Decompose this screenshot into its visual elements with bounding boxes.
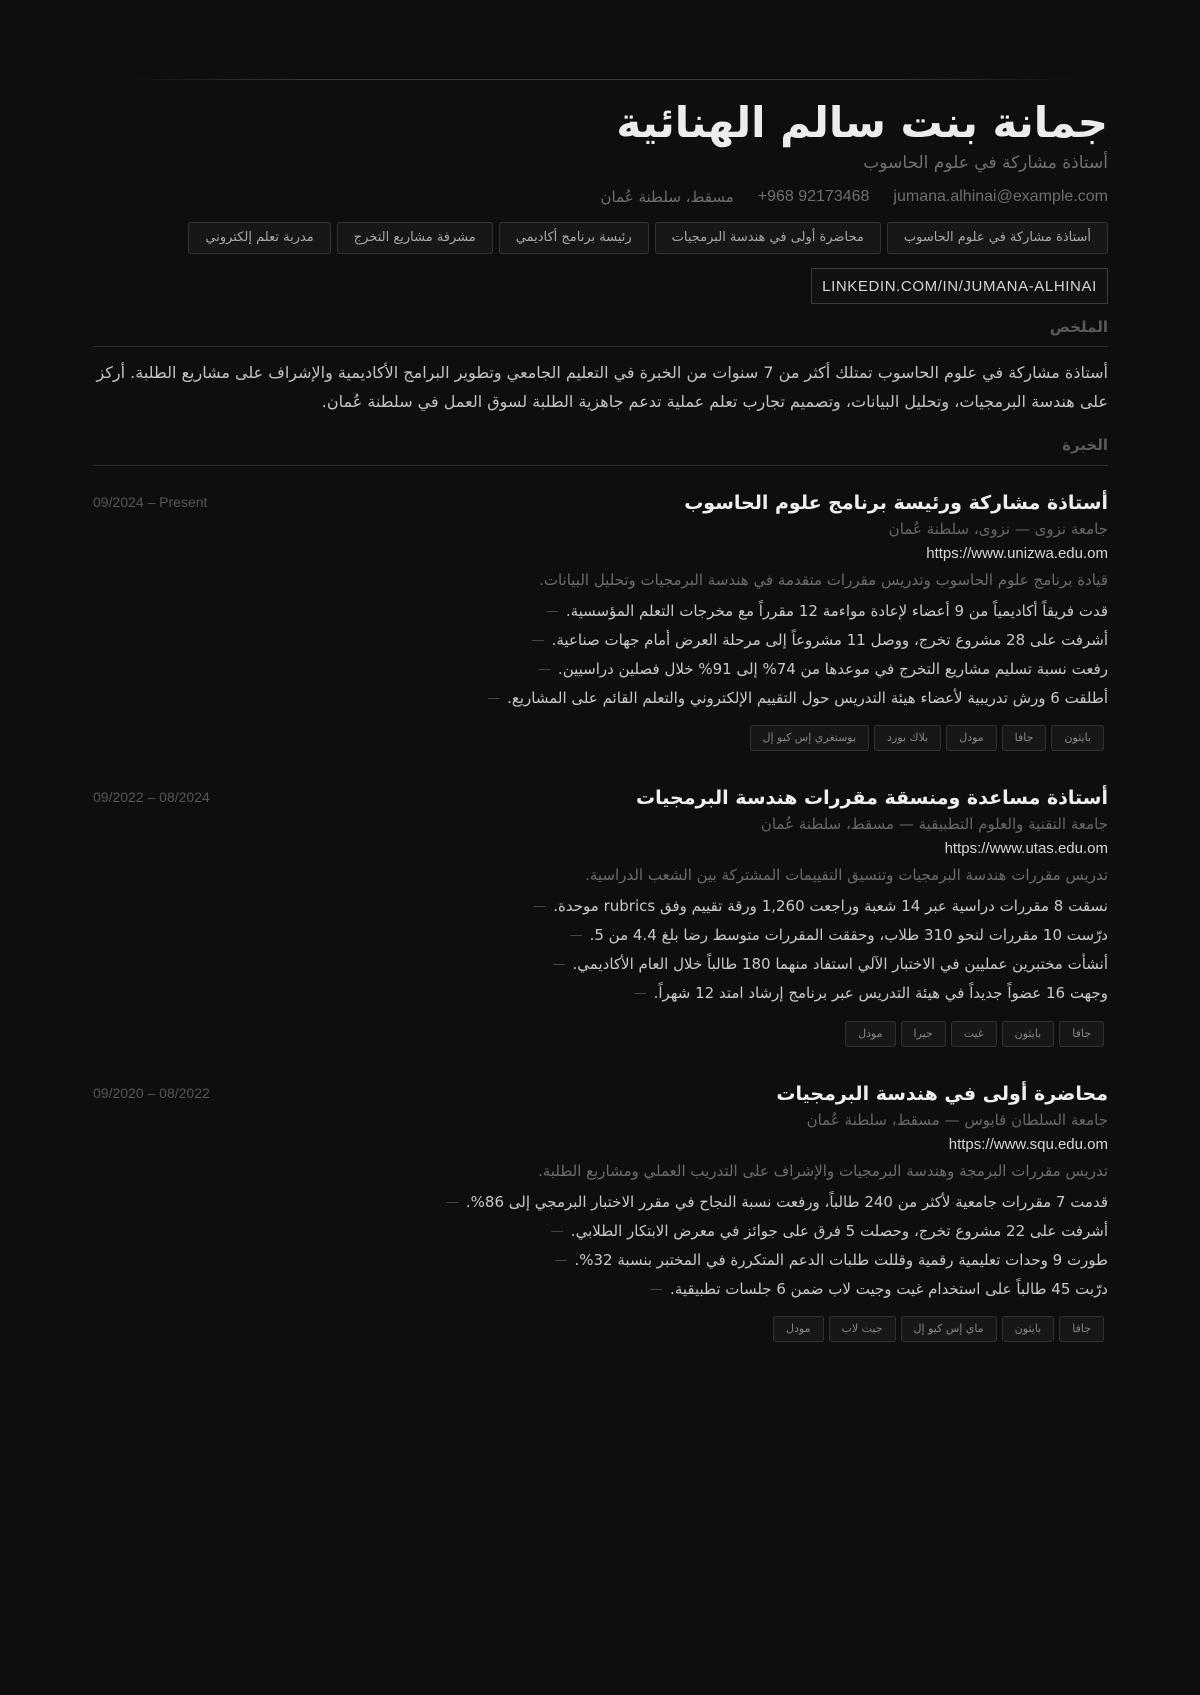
- bullet-dash-icon: —: [550, 1224, 564, 1239]
- skill-tag: مودل: [946, 725, 996, 751]
- bullet-item: [487, 684, 1108, 713]
- skill-tags: [750, 725, 1104, 751]
- bullet-item: [445, 1188, 1108, 1217]
- skill-tag: بايثون: [1002, 1021, 1055, 1047]
- bullet-text: قدت فريقاً أكاديمياً من 9 أعضاء لإعادة مواءمة 12 مقرراً مع مخرجات التعلم المؤسسية.: [565, 602, 1108, 620]
- bullet-text: درّست 10 مقررات لنحو 310 طلاب، وحققت المقررات متوسط رضا بلغ 4.4 من 5.: [589, 926, 1108, 944]
- skill-tag: بوستغري إس كيو إل: [750, 725, 870, 751]
- bullet-item: [550, 1217, 1108, 1246]
- linkedin-link[interactable]: LINKEDIN.COM/IN/JUMANA-ALHINAI: [811, 268, 1108, 304]
- skill-tag: جافا: [1002, 725, 1047, 751]
- job-title: محاضرة أولى في هندسة البرمجيات: [776, 1083, 1108, 1105]
- bullet-item: [537, 655, 1108, 684]
- bullet-dash-icon: —: [552, 957, 566, 972]
- phone-number: +968 92173468: [757, 188, 870, 205]
- contact-info: [601, 186, 1109, 208]
- skill-tag: مودل: [773, 1316, 823, 1342]
- skill-tag: جافا: [1059, 1021, 1104, 1047]
- bullet-text: أشرفت على 22 مشروع تخرج، وحصلت 5 فرق على جوائز في معرض الابتكار الطلابي.: [570, 1222, 1108, 1240]
- bullet-text: أشرفت على 28 مشروع تخرج، ووصل 11 مشروعاً إلى مرحلة العرض أمام جهات صناعية.: [551, 631, 1108, 649]
- role-chip: مدربة تعلم إلكتروني: [188, 222, 330, 254]
- bullet-text: أطلقت 6 ورش تدريبية لأعضاء هيئة التدريس حول التقييم الإلكتروني والتعلم القائم على المشاريع.: [507, 689, 1108, 707]
- bullet-text: أنشأت مختبرين عمليين في الاختبار الآلي استفاد منهما 180 طالباً خلال العام الأكاديمي.: [572, 955, 1108, 973]
- bullet-item: [633, 979, 1108, 1008]
- job-url-link[interactable]: https://www.squ.edu.om: [948, 1136, 1108, 1153]
- bullet-item: [554, 1246, 1108, 1275]
- skill-tag: غيت: [951, 1021, 997, 1047]
- skill-tag: بايثون: [1051, 725, 1104, 751]
- job-title: أستاذة مشاركة ورئيسة برنامج علوم الحاسوب: [684, 492, 1108, 514]
- summary-line: أستاذة مشاركة في علوم الحاسوب تمتلك أكثر من 7 سنوات من الخبرة في التعليم الجامعي وتطوير البرامج الأكاديمية والإشراف على مشاريع الطلبة. أركز: [96, 363, 1108, 382]
- job-organization: جامعة السلطان قابوس — مسقط، سلطنة عُمان: [806, 1111, 1108, 1129]
- bullet-text: درّبت 45 طالباً على استخدام غيت وجيت لاب ضمن 6 جلسات تطبيقية.: [670, 1280, 1108, 1298]
- job-url-link[interactable]: https://www.unizwa.edu.om: [926, 545, 1108, 562]
- bullet-dash-icon: —: [445, 1195, 459, 1210]
- role-chip: محاضرة أولى في هندسة البرمجيات: [655, 222, 881, 254]
- job-organization: جامعة نزوى — نزوى، سلطنة عُمان: [888, 520, 1108, 538]
- summary-heading: الملخص: [1049, 318, 1108, 336]
- bullet-dash-icon: —: [537, 662, 551, 677]
- job-description: قيادة برنامج علوم الحاسوب وتدريس مقررات متقدمة في هندسة البرمجيات وتحليل البيانات.: [539, 571, 1108, 589]
- location: مسقط، سلطنة عُمان: [600, 188, 734, 206]
- bullet-item: [545, 597, 1108, 626]
- role-chips: [188, 222, 1108, 254]
- bullet-text: رفعت نسبة تسليم مشاريع التخرج في موعدها من 74% إلى 91% خلال فصلين دراسيين.: [557, 660, 1108, 678]
- email-link[interactable]: jumana.alhinai@example.com: [893, 188, 1108, 205]
- bullet-dash-icon: —: [533, 899, 547, 914]
- skill-tag: بلاك بورد: [874, 725, 941, 751]
- bullet-text: وجهت 16 عضواً جديداً في هيئة التدريس عبر برنامج إرشاد امتد 12 شهراً.: [653, 984, 1108, 1002]
- bullet-dash-icon: —: [554, 1253, 568, 1268]
- bullet-item: [533, 892, 1108, 921]
- section-divider: [93, 346, 1108, 347]
- job-dates: 09/2022 – 08/2024: [93, 789, 210, 805]
- skill-tags: [845, 1021, 1104, 1047]
- bullet-dash-icon: —: [545, 604, 559, 619]
- skill-tag: ماي إس كيو إل: [901, 1316, 997, 1342]
- skill-tag: جيت لاب: [829, 1316, 896, 1342]
- bullet-text: طورت 9 وحدات تعليمية رقمية وقللت طلبات الدعم المتكررة في المختبر بنسبة 32%.: [574, 1251, 1108, 1269]
- job-description: تدريس مقررات البرمجة وهندسة البرمجيات والإشراف على التدريب العملي ومشاريع الطلبة.: [538, 1162, 1108, 1180]
- bullet-dash-icon: —: [569, 928, 583, 943]
- role-chip: أستاذة مشاركة في علوم الحاسوب: [887, 222, 1108, 254]
- person-name: جمانة بنت سالم الهنائية: [616, 98, 1108, 147]
- job-dates: 09/2024 – Present: [93, 494, 208, 510]
- header-divider: [120, 79, 1080, 80]
- bullet-text: نسقت 8 مقررات دراسية عبر 14 شعبة وراجعت 1,260 ورقة تقييم وفق rubrics موحدة.: [553, 897, 1108, 915]
- bullet-dash-icon: —: [531, 633, 545, 648]
- skill-tag: بايثون: [1002, 1316, 1055, 1342]
- bullet-dash-icon: —: [650, 1282, 664, 1297]
- summary-text: [93, 358, 1108, 416]
- job-dates: 09/2020 – 08/2022: [93, 1085, 210, 1101]
- role-chip: رئيسة برنامج أكاديمي: [499, 222, 649, 254]
- job-description: تدريس مقررات هندسة البرمجيات وتنسيق التقييمات المشتركة بين الشعب الدراسية.: [585, 866, 1108, 884]
- job-url-link[interactable]: https://www.utas.edu.om: [944, 840, 1108, 857]
- bullet-item: [569, 921, 1108, 950]
- summary-line: على هندسة البرمجيات، وتحليل البيانات، وتصميم تجارب تعلم عملية تدعم جاهزية الطلبة لسوق العمل في سلطنة عُمان.: [321, 392, 1108, 411]
- role-chip: مشرفة مشاريع التخرج: [337, 222, 493, 254]
- experience-heading: الخبرة: [1062, 436, 1108, 454]
- job-organization: جامعة التقنية والعلوم التطبيقية — مسقط، سلطنة عُمان: [760, 815, 1108, 833]
- skill-tag: مودل: [845, 1021, 895, 1047]
- bullet-item: [531, 626, 1108, 655]
- job-title: أستاذة مساعدة ومنسقة مقررات هندسة البرمجيات: [636, 787, 1108, 809]
- person-title: أستاذة مشاركة في علوم الحاسوب: [863, 153, 1108, 173]
- skill-tag: جافا: [1059, 1316, 1104, 1342]
- skill-tag: جيرا: [901, 1021, 946, 1047]
- bullet-text: قدمت 7 مقررات جامعية لأكثر من 240 طالباً، ورفعت نسبة النجاح في مقرر الاختبار البرمجي إلى 86%.: [465, 1193, 1108, 1211]
- bullet-item: [552, 950, 1108, 979]
- bullet-dash-icon: —: [487, 691, 501, 706]
- skill-tags: [773, 1316, 1104, 1342]
- bullet-item: [650, 1275, 1108, 1304]
- section-divider: [93, 465, 1108, 466]
- bullet-dash-icon: —: [633, 986, 647, 1001]
